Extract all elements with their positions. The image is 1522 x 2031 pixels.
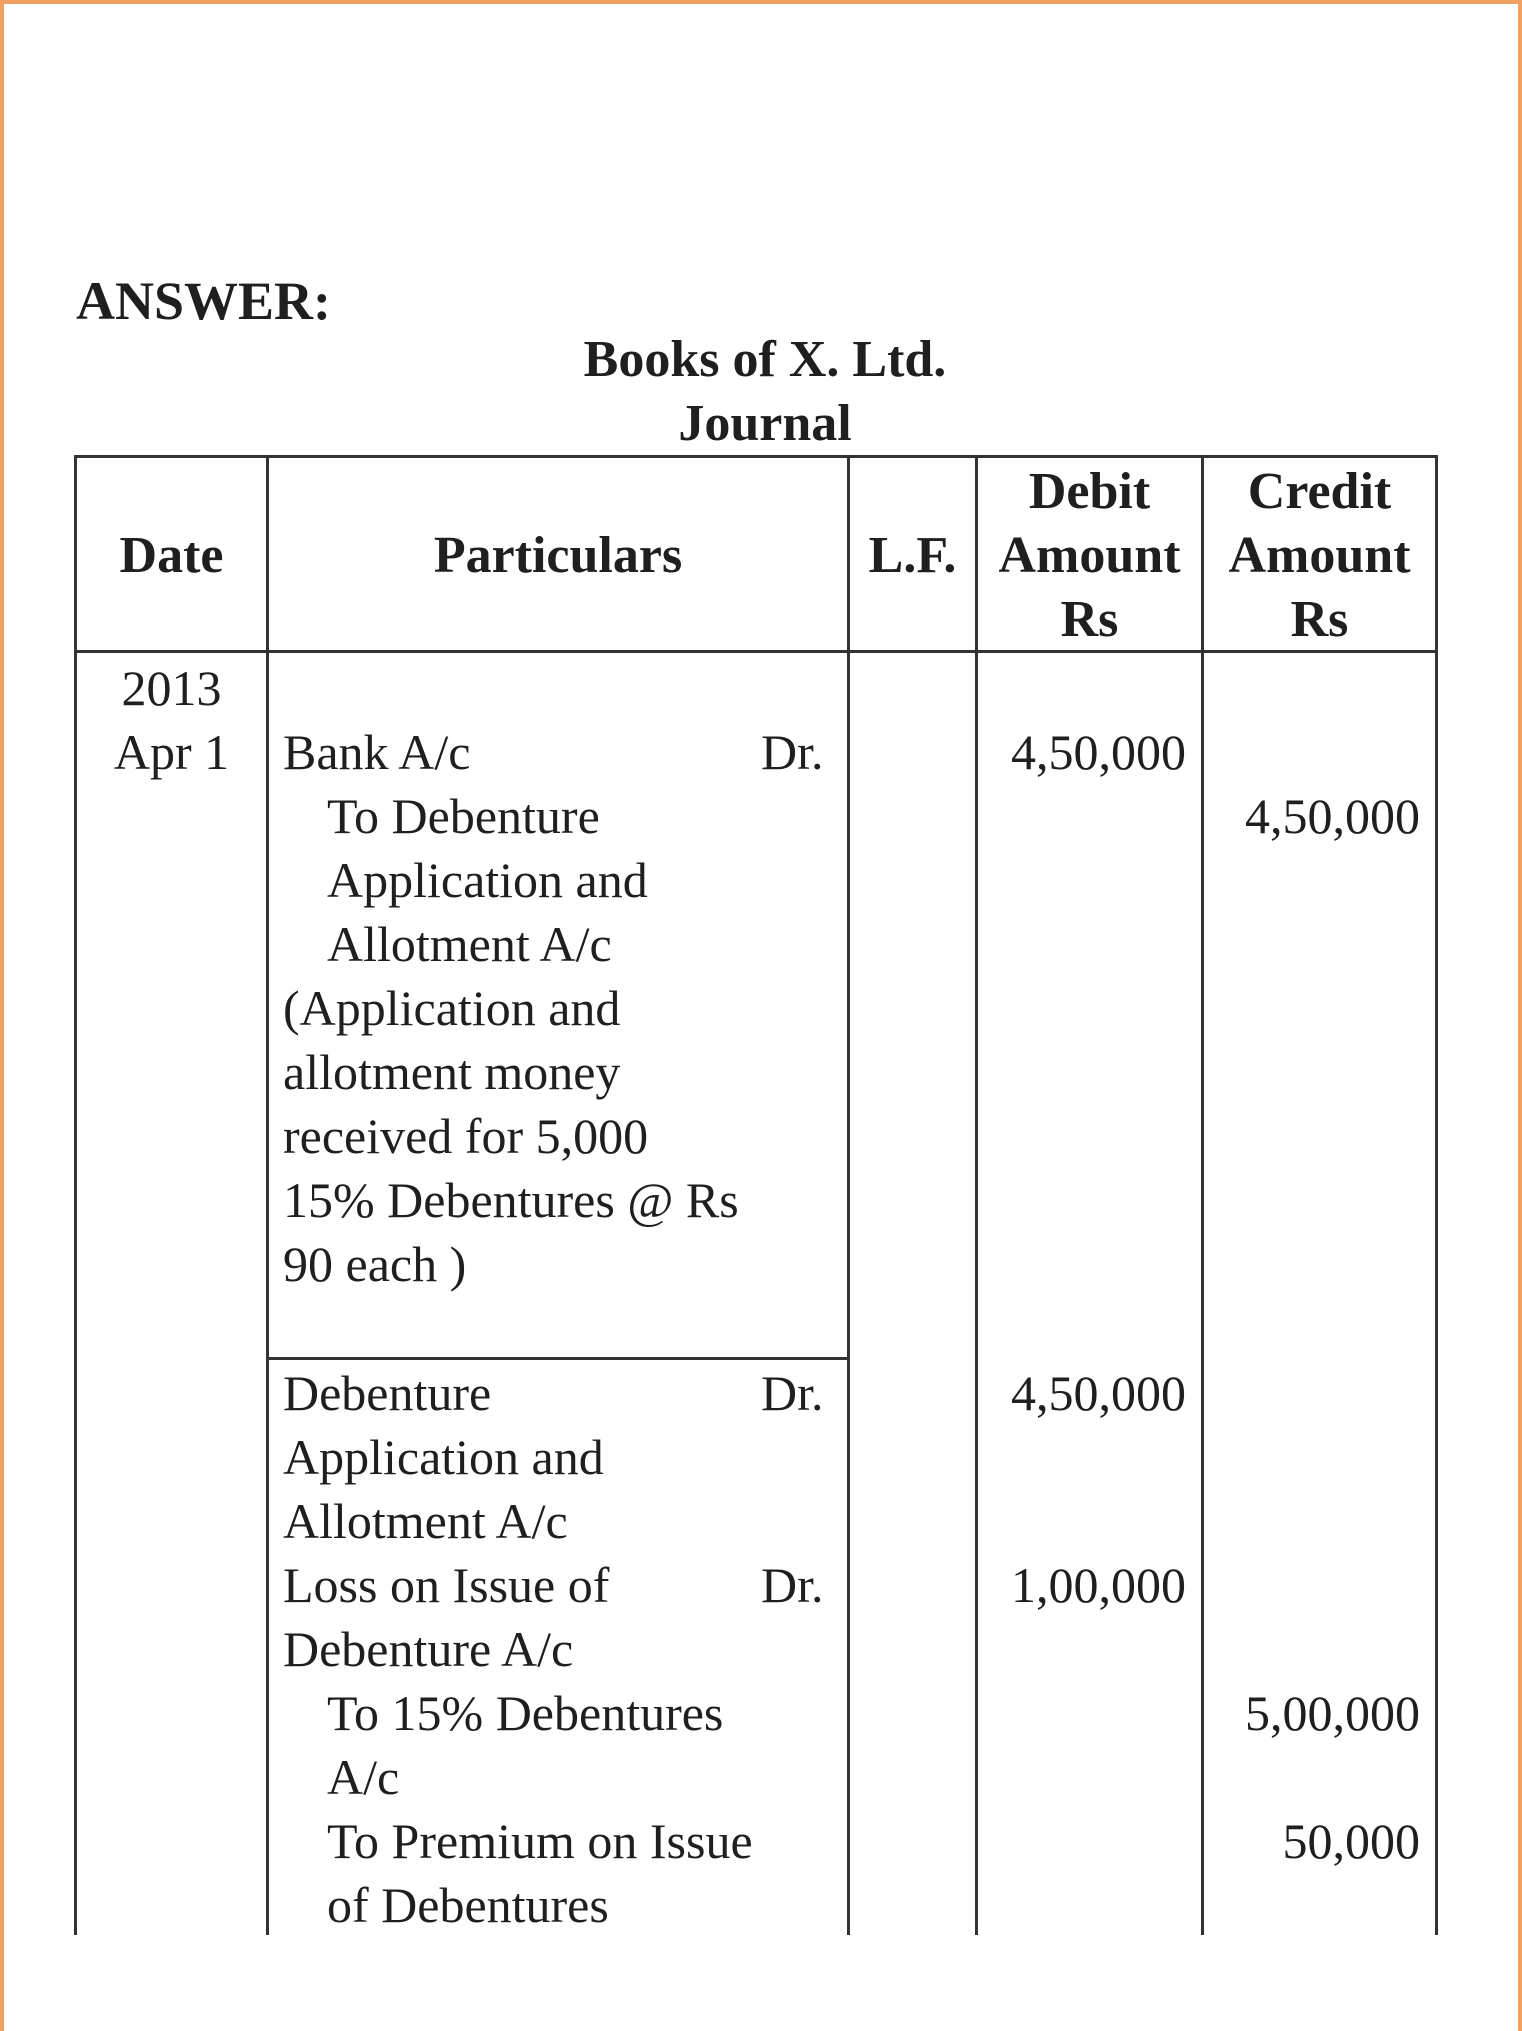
entry2-debit1-line: Allotment A/c <box>283 1493 568 1549</box>
entry1-narration-line: 90 each ) <box>283 1236 467 1292</box>
entry1-narration-line: allotment money <box>283 1044 621 1100</box>
entry2-debit2-amount: 1,00,000 <box>1011 1557 1186 1613</box>
header-debit: Debit Amount Rs <box>998 463 1181 648</box>
entry2-debit1-line: Application and <box>283 1429 604 1485</box>
entry2-debit1-line: Debenture <box>283 1365 492 1421</box>
entry1-narration-line: (Application and <box>283 980 621 1036</box>
date-year: 2013 <box>121 660 222 716</box>
entry2-credit2-amount: 50,000 <box>1282 1813 1420 1869</box>
entry2-debit1-amount: 4,50,000 <box>1011 1365 1186 1421</box>
date-day: Apr 1 <box>113 724 230 780</box>
entry2-credit1-line: To 15% Debentures <box>327 1685 724 1741</box>
answer-label: ANSWER: <box>76 271 332 331</box>
entry1-credit-amount: 4,50,000 <box>1245 788 1420 844</box>
entry1-narration-line: 15% Debentures @ Rs <box>283 1172 739 1228</box>
entry2-credit2-line: To Premium on Issue <box>327 1813 753 1869</box>
books-title: Books of X. Ltd. <box>583 331 947 388</box>
entry1-dr-marker: Dr. <box>761 724 824 780</box>
header-credit: Credit Amount Rs <box>1228 463 1411 648</box>
entry1-narration-line: received for 5,000 <box>283 1108 649 1164</box>
header-date: Date <box>119 527 224 584</box>
header-lf: L.F. <box>868 527 957 584</box>
entry1-debit-account: Bank A/c <box>283 724 471 780</box>
entry2-debit2-line: Loss on Issue of <box>283 1557 610 1613</box>
entry2-debit2-marker: Dr. <box>761 1557 824 1613</box>
journal-title: Journal <box>678 395 852 452</box>
entry2-debit2-line: Debenture A/c <box>283 1621 574 1677</box>
entry1-credit-line: Application and <box>327 852 648 908</box>
entry1-debit-amount: 4,50,000 <box>1011 724 1186 780</box>
entry1-credit-line: To Debenture <box>327 788 600 844</box>
entry2-credit2-line: of Debentures <box>327 1877 609 1933</box>
entry2-debit1-marker: Dr. <box>761 1365 824 1421</box>
entry2-credit1-line: A/c <box>327 1749 400 1805</box>
header-particulars: Particulars <box>433 527 683 584</box>
entry1-credit-line: Allotment A/c <box>327 916 612 972</box>
entry2-credit1-amount: 5,00,000 <box>1245 1685 1420 1741</box>
